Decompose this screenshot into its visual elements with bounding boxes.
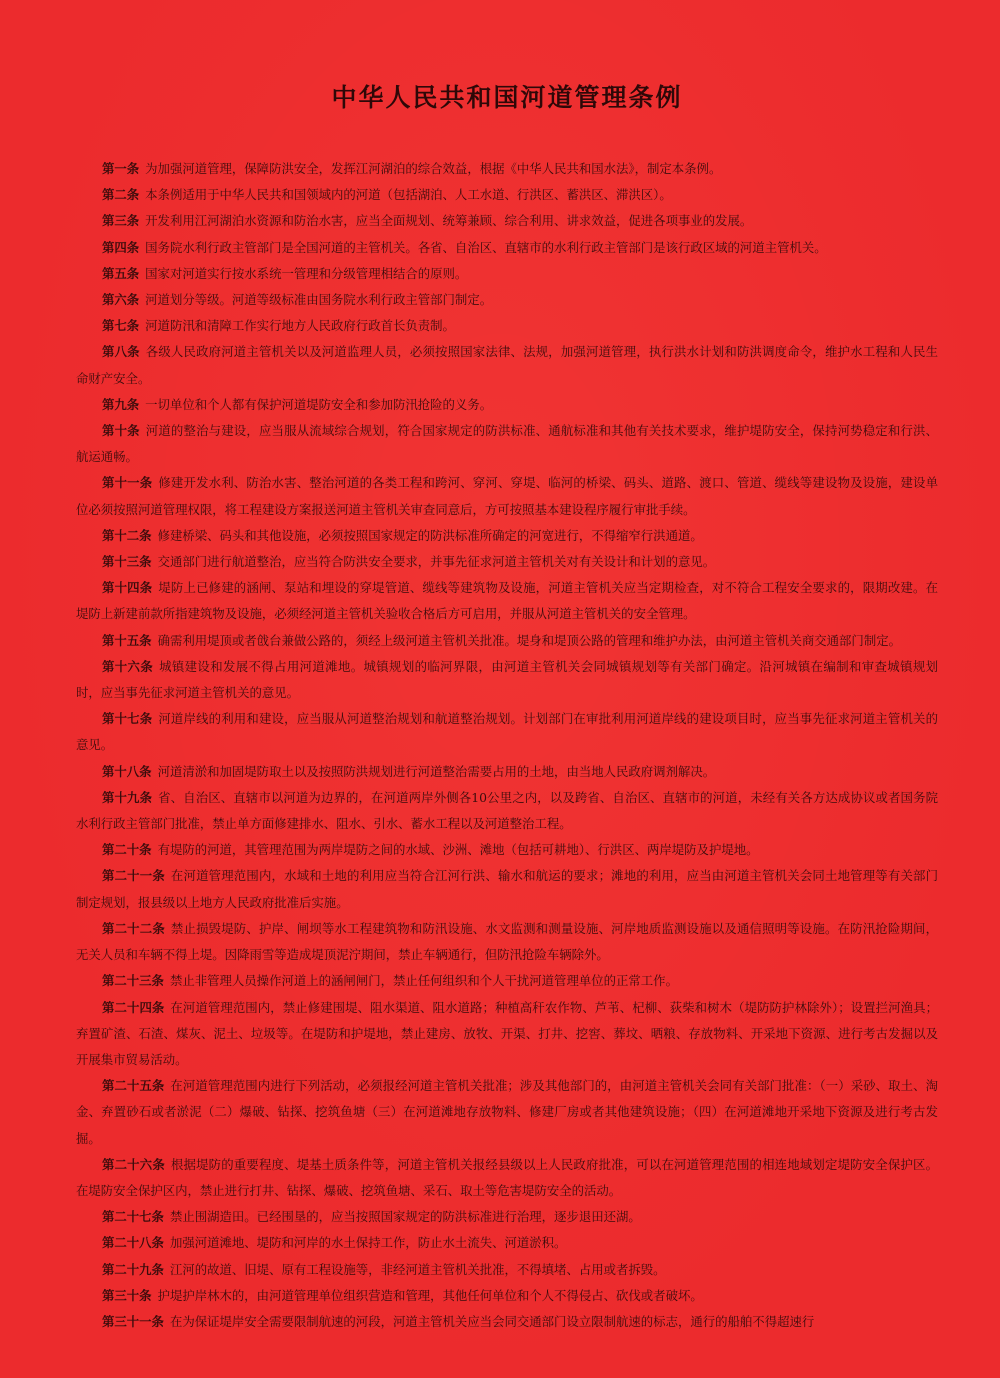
article-number: 第二十二条 <box>102 920 165 936</box>
article-paragraph <box>76 523 938 549</box>
article-number: 第十八条 <box>102 763 152 779</box>
article-paragraph <box>76 837 938 863</box>
article-number: 第十九条 <box>102 789 153 805</box>
article-text: 开发利用江河湖泊水资源和防治水害，应当全面规划、统筹兼顾、综合利用、讲求效益，促进各项事业的发展。 <box>145 213 753 229</box>
article-number: 第十三条 <box>102 554 152 570</box>
article-number: 第十六条 <box>102 658 154 674</box>
article-number: 第二十七条 <box>102 1209 164 1225</box>
article-number: 第十四条 <box>102 580 153 596</box>
article-paragraph <box>76 392 938 418</box>
article-number: 第二十四条 <box>102 999 165 1015</box>
article-text: 国家对河道实行按水系统一管理和分级管理相结合的原则。 <box>145 265 468 281</box>
article-text: 堤防上已修建的涵闸、泵站和埋设的穿堤管道、缆线等建筑物及设施，河道主管机关应当定期检查，对不符合工程安全要求的，限期改建。在堤防上新建前款所指建筑物及设施，必须经河道主管机关验收合格后方可启用，并服从河道主管机关的安全管理。 <box>76 580 939 622</box>
article-text: 各级人民政府河道主管机关以及河道监理人员，必须按照国家法律、法规，加强河道管理，执行洪水计划和防洪调度命令，维护水工程和人民生命财产安全。 <box>76 344 939 386</box>
article-paragraph <box>76 628 938 654</box>
article-paragraph <box>76 1204 938 1230</box>
article-number: 第二十五条 <box>102 1078 165 1094</box>
article-text: 修建桥梁、码头和其他设施，必须按照国家规定的防洪标准所确定的河宽进行，不得缩窄行洪通道。 <box>157 527 703 543</box>
article-text: 交通部门进行航道整治，应当符合防洪安全要求，并事先征求河道主管机关对有关设计和计划的意见。 <box>157 554 716 570</box>
article-text: 国务院水利行政主管部门是全国河道的主管机关。各省、自治区、直辖市的水利行政主管部门是该行政区域的河道主管机关。 <box>145 239 827 255</box>
article-paragraph <box>76 575 938 627</box>
article-text: 有堤防的河道，其管理范围为两岸堤防之间的水域、沙洲、滩地（包括可耕地）、行洪区、两岸堤防及护堤地。 <box>157 842 759 858</box>
document-title: 中华人民共和国河道管理条例 <box>331 83 683 112</box>
article-paragraph <box>76 313 938 339</box>
article-number: 第十条 <box>102 423 140 439</box>
article-text: 禁止非管理人员操作河道上的涵闸闸门，禁止任何组织和个人干扰河道管理单位的正常工作。 <box>169 973 678 989</box>
article-text: 河道防汛和清障工作实行地方人民政府行政首长负责制。 <box>145 318 455 334</box>
article-paragraph <box>76 418 938 470</box>
article-paragraph <box>76 1309 938 1335</box>
article-paragraph <box>76 339 938 391</box>
article-number: 第八条 <box>102 344 140 360</box>
article-paragraph <box>76 654 938 706</box>
article-paragraph <box>76 182 938 208</box>
article-text: 河道划分等级。河道等级标准由国务院水利行政主管部门制定。 <box>145 292 493 308</box>
article-text: 江河的故道、旧堤、原有工程设施等，非经河道主管机关批准，不得填堵、占用或者拆毁。 <box>169 1261 666 1277</box>
article-number: 第九条 <box>102 396 140 412</box>
article-text: 加强河道滩地、堤防和河岸的水土保持工作，防止水土流失、河道淤积。 <box>169 1235 567 1251</box>
article-number: 第二十条 <box>102 842 152 858</box>
article-text: 一切单位和个人都有保护河道堤防安全和参加防汛抢险的义务。 <box>145 396 493 412</box>
article-paragraph <box>76 706 938 758</box>
article-paragraph <box>76 759 938 785</box>
article-number: 第十五条 <box>102 632 152 648</box>
article-number: 第七条 <box>102 318 140 334</box>
article-paragraph <box>76 995 938 1074</box>
article-number: 第三十条 <box>102 1287 152 1303</box>
article-paragraph <box>76 235 938 261</box>
article-number: 第二十八条 <box>102 1235 164 1251</box>
article-text: 本条例适用于中华人民共和国领域内的河道（包括湖泊、人工水道、行洪区、蓄洪区、滞洪区）。 <box>145 187 672 203</box>
article-number: 第三条 <box>102 213 140 229</box>
article-number: 第十七条 <box>102 711 153 727</box>
article-number: 第三十一条 <box>102 1313 164 1329</box>
article-number: 第二十六条 <box>102 1156 165 1172</box>
article-text: 在河道管理范围内进行下列活动，必须报经河道主管机关批准；涉及其他部门的，由河道主管机关会同有关部门批准：（一）采砂、取土、淘金、弃置砂石或者淤泥（二）爆破、钻探、挖筑鱼塘（三）在河道滩地存放物料、修建厂房或者其他建筑设施；（四）在河道滩地开采地下资源及进行考古发掘。 <box>76 1078 938 1146</box>
article-number: 第六条 <box>102 292 140 308</box>
article-number: 第一条 <box>102 161 140 176</box>
article-text: 确需利用堤顶或者戗台兼做公路的，须经上级河道主管机关批准。堤身和堤顶公路的管理和维护办法，由河道主管机关商交通部门制定。 <box>157 632 901 648</box>
article-paragraph <box>76 785 938 837</box>
article-paragraph <box>76 287 938 313</box>
article-paragraph <box>76 1152 938 1204</box>
article-text: 河道的整治与建设，应当服从流域综合规划，符合国家规定的防洪标准、通航标准和其他有关技术要求，维护堤防安全，保持河势稳定和行洪、航运通畅。 <box>76 423 939 465</box>
article-text: 在河道管理范围内，水域和土地的利用应当符合江河行洪、输水和航运的要求；滩地的利用，应当由河道主管机关会同土地管理等有关部门制定规划，报县级以上地方人民政府批准后实施。 <box>76 868 939 910</box>
article-number: 第十二条 <box>102 527 152 543</box>
article-text: 河道清淤和加固堤防取土以及按照防洪规划进行河道整治需要占用的土地，由当地人民政府调剂解决。 <box>157 763 716 779</box>
article-paragraph <box>76 1230 938 1256</box>
article-text: 河道岸线的利用和建设，应当服从河道整治规划和航道整治规划。计划部门在审批利用河道岸线的建设项目时，应当事先征求河道主管机关的意见。 <box>76 711 939 753</box>
article-text: 禁止围湖造田。已经围垦的，应当按照国家规定的防洪标准进行治理，逐步退田还湖。 <box>169 1209 641 1225</box>
article-paragraph <box>76 261 938 287</box>
article-paragraph <box>76 1073 938 1152</box>
article-number: 第二条 <box>102 187 140 203</box>
article-text: 城镇建设和发展不得占用河道滩地。城镇规划的临河界限，由河道主管机关会同城镇规划等有关部门确定。沿河城镇在编制和审查城镇规划时，应当事先征求河道主管机关的意见。 <box>76 658 939 701</box>
article-number: 第四条 <box>102 239 140 255</box>
article-paragraph <box>76 208 938 234</box>
article-number: 第十一条 <box>102 475 153 491</box>
article-text: 为加强河道管理，保障防洪安全，发挥江河湖泊的综合效益，根据《中华人民共和国水法》，制定本条例。 <box>145 161 722 176</box>
article-text: 根据堤防的重要程度、堤基土质条件等，河道主管机关报经县级以上人民政府批准，可以在河道管理范围的相连地域划定堤防安全保护区。在堤防安全保护区内，禁止进行打井、钻探、爆破、挖筑鱼塘、采石、取土等危害堤防安全的活动。 <box>76 1156 939 1198</box>
article-number: 第二十九条 <box>102 1261 164 1277</box>
article-text: 在河道管理范围内，禁止修建围堤、阻水渠道、阻水道路；种植高秆农作物、芦苇、杞柳、荻柴和树木（堤防防护林除外）；设置拦河渔具；弃置矿渣、石渣、煤灰、泥土、垃圾等。在堤防和护堤地，禁止建房、放牧、开渠、打井、挖窖、葬坟、晒粮、存放物料、开采地下资源、进行考古发掘以及开展集市贸易活动。 <box>76 999 938 1067</box>
article-text: 在为保证堤岸安全需要限制航速的河段，河道主管机关应当会同交通部门设立限制航速的标志，通行的船舶不得超速行 <box>169 1313 815 1329</box>
article-text: 省、自治区、直辖市以河道为边界的，在河道两岸外侧各10公里之内，以及跨省、自治区、直辖市的河道，未经有关各方达成协议或者国务院水利行政主管部门批准，禁止单方面修建排水、阻水、引水、蓄水工程以及河道整治工程。 <box>76 789 938 832</box>
article-list <box>76 156 938 1335</box>
article-paragraph <box>76 549 938 575</box>
article-paragraph <box>76 1257 938 1283</box>
article-number: 第五条 <box>102 265 140 281</box>
article-number: 第二十一条 <box>102 868 165 884</box>
article-paragraph <box>76 156 938 182</box>
article-number: 第二十三条 <box>102 973 164 989</box>
article-paragraph <box>76 916 938 968</box>
article-text: 护堤护岸林木的，由河道管理单位组织营造和管理，其他任何单位和个人不得侵占、砍伐或者破坏。 <box>157 1287 703 1303</box>
article-text: 修建开发水利、防治水害、整治河道的各类工程和跨河、穿河、穿堤、临河的桥梁、码头、道路、渡口、管道、缆线等建设物及设施，建设单位必须按照河道管理权限，将工程建设方案报送河道主管机关审查同意后，方可按照基本建设程序履行审批手续。 <box>76 475 939 517</box>
article-paragraph <box>76 470 938 522</box>
article-paragraph <box>76 1283 938 1309</box>
article-paragraph <box>76 968 938 994</box>
article-paragraph <box>76 863 938 915</box>
article-text: 禁止损毁堤防、护岸、闸坝等水工程建筑物和防汛设施、水文监测和测量设施、河岸地质监测设施以及通信照明等设施。在防汛抢险期间，无关人员和车辆不得上堤。因降雨雪等造成堤顶泥泞期间，禁止车辆通行，但防汛抢险车辆除外。 <box>76 920 939 963</box>
